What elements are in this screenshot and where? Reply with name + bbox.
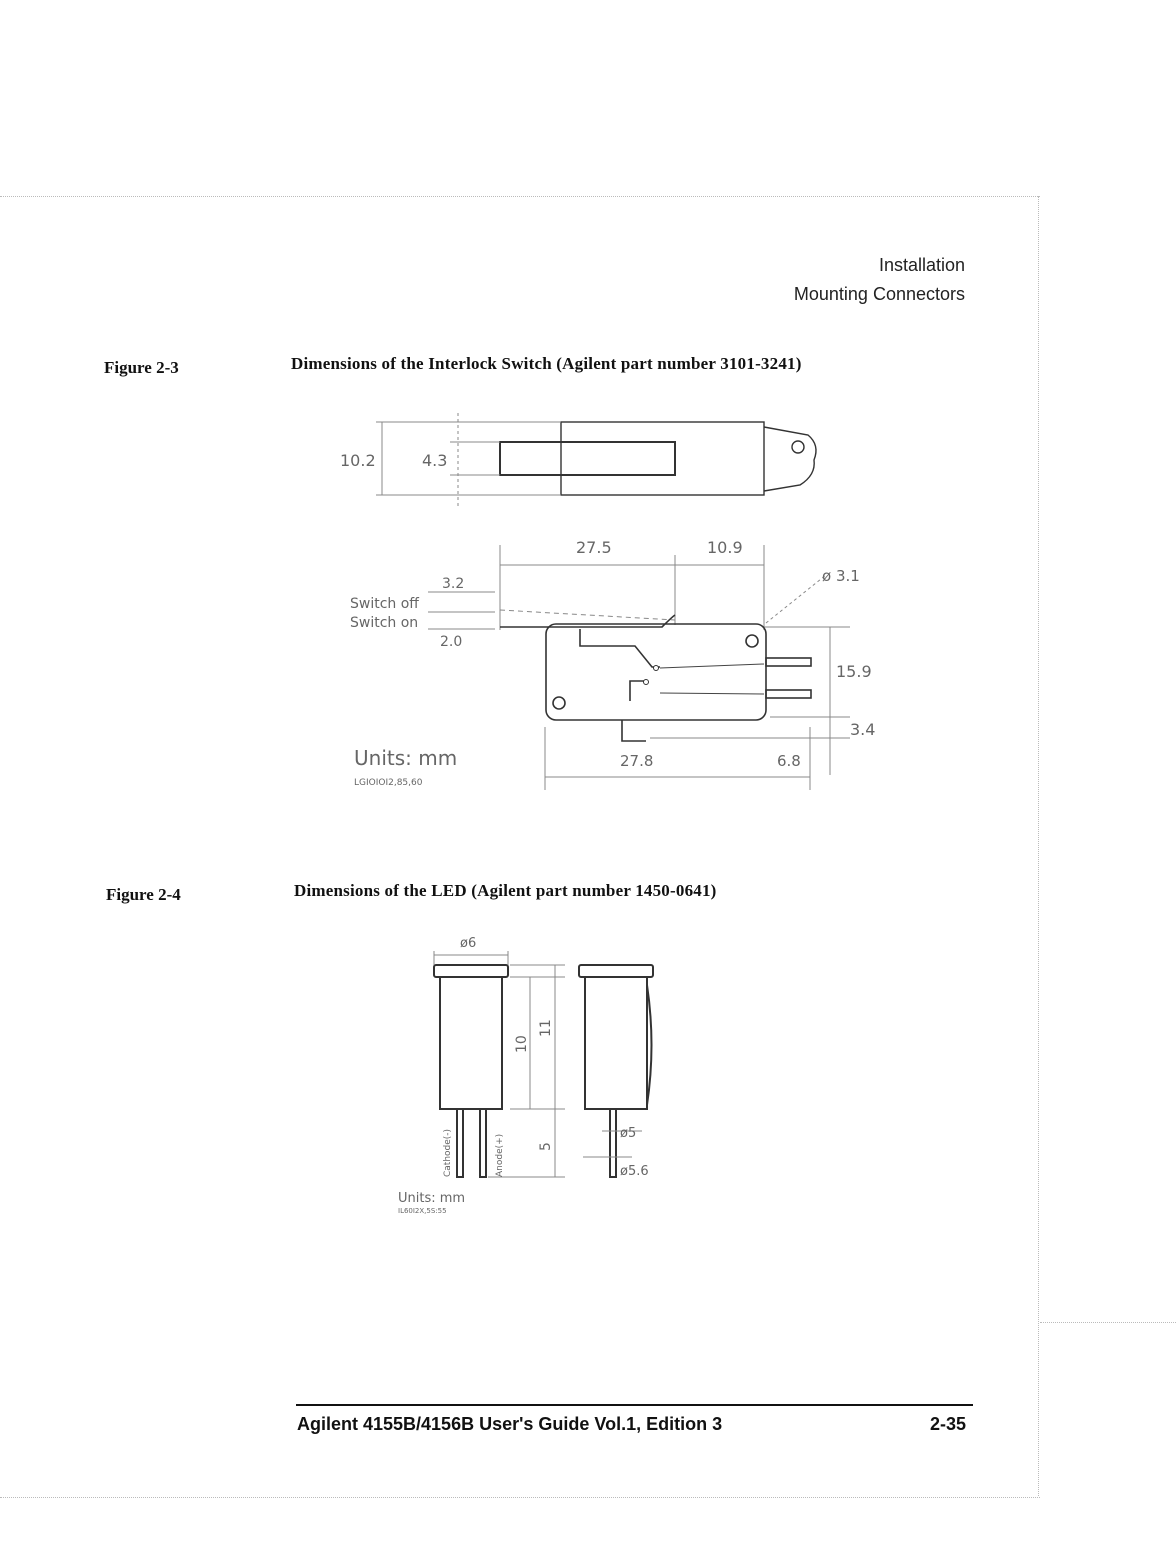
figure-2-3-label: Figure 2-3 [104, 358, 179, 377]
page-right-edge [1038, 196, 1039, 1496]
header-subsection: Mounting Connectors [793, 284, 965, 304]
dim-switch-gap: 3.2 [442, 576, 465, 592]
mount-hole-top [792, 441, 804, 453]
interlock-switch-drawing [330, 405, 890, 800]
mount-hole-right [746, 635, 758, 647]
dim-led-lead: 5 [538, 1142, 554, 1151]
dim-led-total: 11 [538, 1019, 554, 1037]
led-units: Units: mm [398, 1191, 466, 1206]
page-bottom-edge [0, 1497, 1040, 1498]
page-number: 2-35 [930, 1414, 967, 1434]
led-cap-side [579, 965, 653, 977]
dim-body-height: 15.9 [836, 662, 872, 681]
led-body-side [585, 977, 647, 1109]
figure-2-3-title: Dimensions of the Interlock Switch (Agilent part number 3101-3241) [291, 354, 802, 373]
figure-2-4-title: Dimensions of the LED (Agilent part number 1450-0641) [294, 881, 717, 900]
switch-tab [764, 427, 816, 491]
cathode-lead [457, 1109, 463, 1177]
page-top-edge [0, 196, 1040, 197]
dim-hole: ø 3.1 [822, 567, 860, 585]
terminal-1 [766, 658, 811, 666]
switch-actuator-arm [500, 615, 675, 627]
dim-body-len: 27.8 [620, 752, 654, 770]
led-drawing-code: IL60I2X,5S:55 [398, 1207, 447, 1215]
led-body-front [440, 977, 502, 1109]
page-edge-fragment [1040, 1322, 1176, 1323]
dim-terminal: 3.4 [850, 720, 876, 739]
dim-led-body: 10 [514, 1035, 530, 1053]
label-cathode: Cathode(-) [443, 1128, 453, 1177]
label-switch-on: Switch on [350, 615, 419, 631]
terminal-3 [622, 720, 646, 741]
led-drawing [380, 925, 680, 1215]
header-section: Installation [878, 255, 965, 275]
running-header [794, 255, 965, 305]
anode-lead [480, 1109, 486, 1177]
dim-led-pitch: ø5 [620, 1126, 637, 1141]
switch-lever-top [500, 442, 675, 475]
footer-title: Agilent 4155B/4156B User's Guide Vol.1, Edition 3 [297, 1414, 723, 1434]
footer-rule [296, 1404, 973, 1406]
label-anode: Anode(+) [495, 1133, 505, 1177]
dim-term-len: 6.8 [777, 752, 801, 770]
dim-lever-height: 4.3 [422, 451, 448, 470]
switch-body-top [561, 422, 764, 495]
switch-drawing-code: LGIOIOI2,85,60 [354, 778, 423, 788]
dim-on-gap: 2.0 [440, 634, 463, 650]
side-lead [610, 1109, 616, 1177]
dim-led-outer: ø5.6 [620, 1164, 649, 1179]
figure-2-4-label: Figure 2-4 [106, 885, 181, 904]
label-switch-off: Switch off [350, 596, 419, 612]
dim-len-a: 27.5 [576, 538, 612, 557]
led-cap-front [434, 965, 508, 977]
dim-height: 10.2 [340, 451, 376, 470]
mount-hole-left [553, 697, 565, 709]
dim-len-b: 10.9 [707, 538, 743, 557]
terminal-2 [766, 690, 811, 698]
switch-body-side [546, 624, 766, 720]
dim-led-diameter: ø6 [460, 936, 477, 951]
switch-units: Units: mm [354, 746, 458, 770]
